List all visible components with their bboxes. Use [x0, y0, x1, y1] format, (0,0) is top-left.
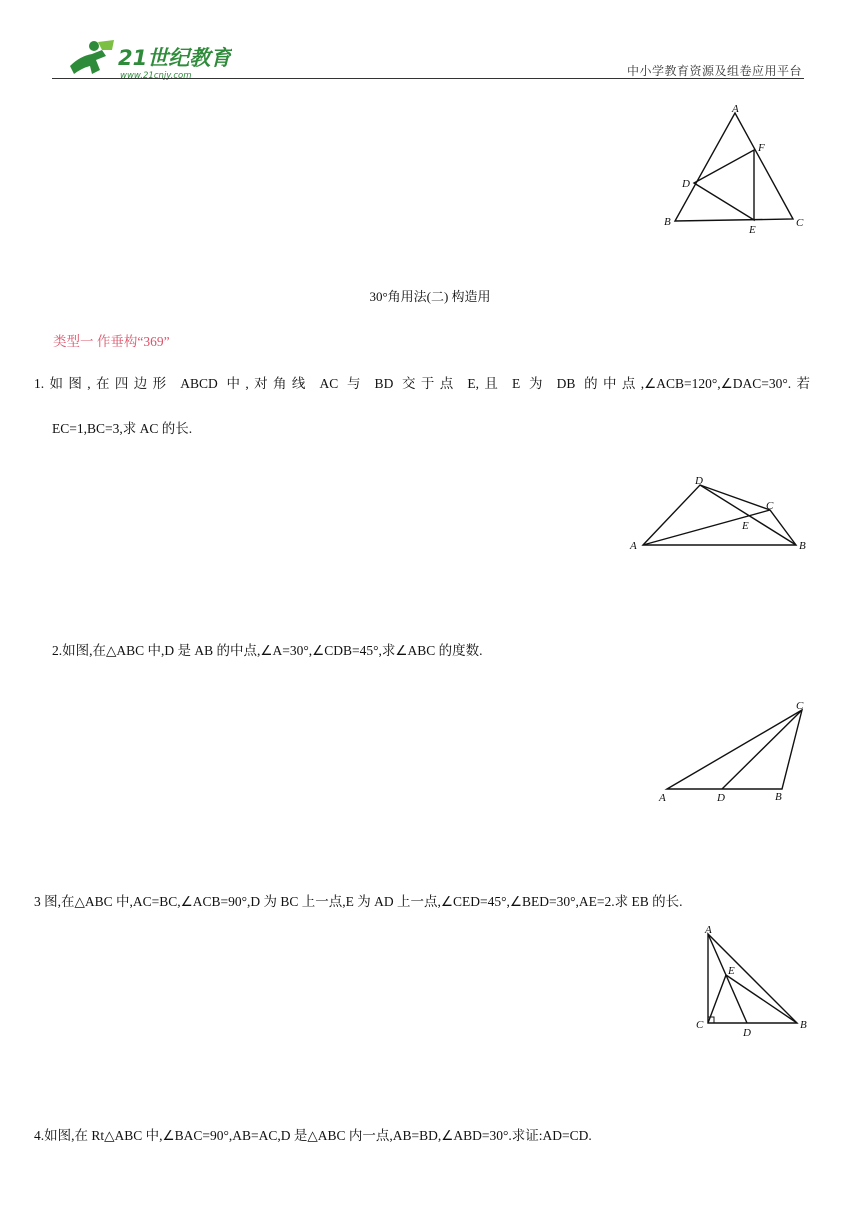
label-e: E — [742, 520, 749, 532]
label-a: A — [659, 792, 666, 804]
label-e: E — [728, 965, 735, 977]
label-d: D — [743, 1027, 751, 1039]
logo-url: www.21cnjy.com — [120, 71, 192, 81]
label-b: B — [775, 791, 782, 803]
label-d: D — [682, 178, 690, 190]
quad-abcd — [643, 485, 796, 545]
label-a: A — [732, 103, 739, 115]
label-e: E — [749, 224, 756, 236]
diagonal-ac — [643, 510, 770, 545]
diagonal-bd — [700, 485, 796, 545]
label-b: B — [800, 1019, 807, 1031]
figure-problem-1 — [625, 472, 815, 558]
problem-3: 3 图,在△ABC 中,AC=BC,∠ACB=90°,D 为 BC 上一点,E 为 AD 上一点,∠CED=45°,∠BED=30°,AE=2.求 EB 的长. — [34, 894, 683, 909]
type-heading: 类型一 作垂构“369” — [53, 334, 170, 349]
label-b: B — [664, 216, 671, 228]
section-title: 30°角用法(二) 构造用 — [369, 289, 491, 304]
label-f: F — [758, 142, 765, 154]
triangle-abc — [675, 113, 793, 221]
problem-4: 4.如图,在 Rt△ABC 中,∠BAC=90°,AB=AC,D 是△ABC 内一点,AB=BD,∠ABD=30°.求证:AD=CD. — [34, 1128, 592, 1143]
figure-triangle-def — [660, 100, 820, 240]
segment-ad — [708, 934, 747, 1023]
problem-1-line-1: 1.如图,在四边形 ABCD 中,对角线 AC 与 BD 交于点 E,且 E 为 DB 的中点,∠ACB=120°,∠DAC=30°.若 — [34, 376, 810, 391]
runner-icon — [70, 40, 114, 74]
triangle-abc — [708, 934, 797, 1023]
label-a: A — [705, 924, 712, 936]
segment-ce — [708, 975, 726, 1023]
site-logo — [62, 38, 232, 82]
label-c: C — [796, 700, 804, 712]
figure-problem-3 — [692, 922, 818, 1044]
header-divider — [52, 78, 804, 79]
label-c: C — [696, 1019, 704, 1031]
label-b: B — [799, 540, 806, 552]
label-c: C — [796, 217, 804, 229]
label-d: D — [717, 792, 725, 804]
label-d: D — [695, 475, 703, 487]
problem-1-line-2: EC=1,BC=3,求 AC 的长. — [52, 421, 193, 436]
header-platform-text: 中小学教育资源及组卷应用平台 — [626, 64, 802, 78]
label-a: A — [630, 540, 637, 552]
label-c: C — [766, 500, 774, 512]
figure-problem-2 — [650, 694, 820, 808]
triangle-def — [694, 150, 754, 220]
logo-text: 21世纪教育 — [118, 46, 232, 70]
problem-2: 2.如图,在△ABC 中,D 是 AB 的中点,∠A=30°,∠CDB=45°,求∠ABC 的度数. — [52, 643, 483, 658]
